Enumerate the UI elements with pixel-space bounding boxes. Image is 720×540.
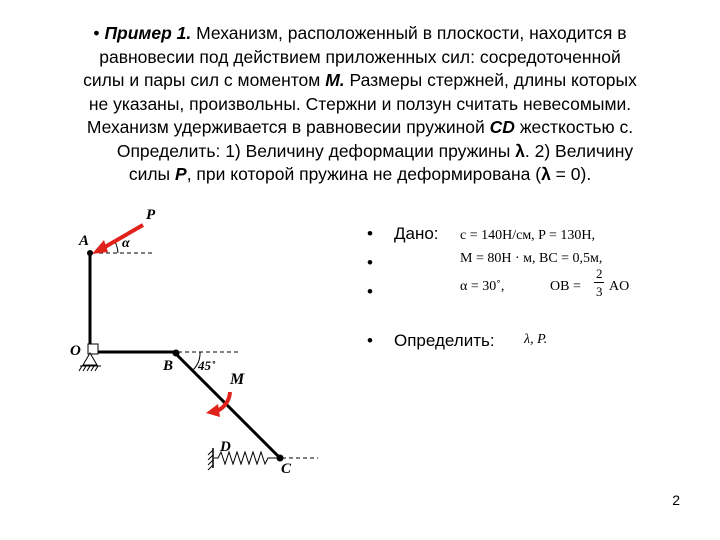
support-O-triangle <box>83 353 97 365</box>
given-bullet-1: • <box>367 224 373 243</box>
given-row-3-alpha: α = 30˚, <box>460 279 505 294</box>
page-number: 2 <box>672 492 680 508</box>
label-D: D <box>220 439 231 455</box>
label-C: C <box>281 461 292 477</box>
label-alpha: α <box>122 236 130 251</box>
given-fraction-bar <box>594 282 604 283</box>
statement-line-4: не указаны, произвольны. Стержни и ползун считать невесомыми. <box>88 93 632 114</box>
moment-M-arrowhead <box>206 404 220 417</box>
joint-B <box>173 350 180 357</box>
given-row-1: c = 140Н/см, P = 130Н, <box>460 228 595 243</box>
statement-line-1: • Пример 1. Механизм, расположенный в плоскости, находится в <box>93 23 627 43</box>
statement-line-2: равновесии под действием приложенных сил: сосредоточенной <box>99 46 621 67</box>
given-label: Дано: <box>394 224 439 243</box>
given-row-2: M = 80Н · м, BC = 0,5м, <box>460 251 603 266</box>
statement-line-5: Механизм удерживается в равновесии пружиной CD жесткостью с. <box>86 117 634 137</box>
joint-A <box>87 250 93 256</box>
given-fraction-numerator: 2 <box>596 266 603 281</box>
label-M: M <box>230 371 245 388</box>
label-45: 45˚ <box>198 358 216 373</box>
support-O-hatch <box>79 366 98 371</box>
given-bullet-2: • <box>367 253 373 272</box>
find-value: λ, P. <box>524 332 548 347</box>
label-B: B <box>163 358 174 374</box>
find-bullet: • <box>367 331 373 350</box>
force-P-arrowhead <box>92 240 108 254</box>
statement-line-6: Определить: 1) Величину деформации пружины λ. 2) Величину <box>116 140 634 161</box>
statement-line-3: силы и пары сил с моментом М. Размеры стержней, длины которых <box>83 70 637 90</box>
given-bullet-3: • <box>367 282 373 301</box>
label-O: O <box>70 343 81 359</box>
find-label: Определить: <box>394 331 495 350</box>
given-row-3-ob: OB = <box>550 279 581 294</box>
given-fraction-denominator: 3 <box>596 284 603 299</box>
label-P: P <box>146 207 156 223</box>
label-A: A <box>79 233 90 249</box>
support-O-box <box>88 344 98 354</box>
statement-line-7: силы Р, при которой пружина не деформирована (λ = 0). <box>128 164 592 184</box>
given-row-3-ao: AO <box>609 279 630 294</box>
